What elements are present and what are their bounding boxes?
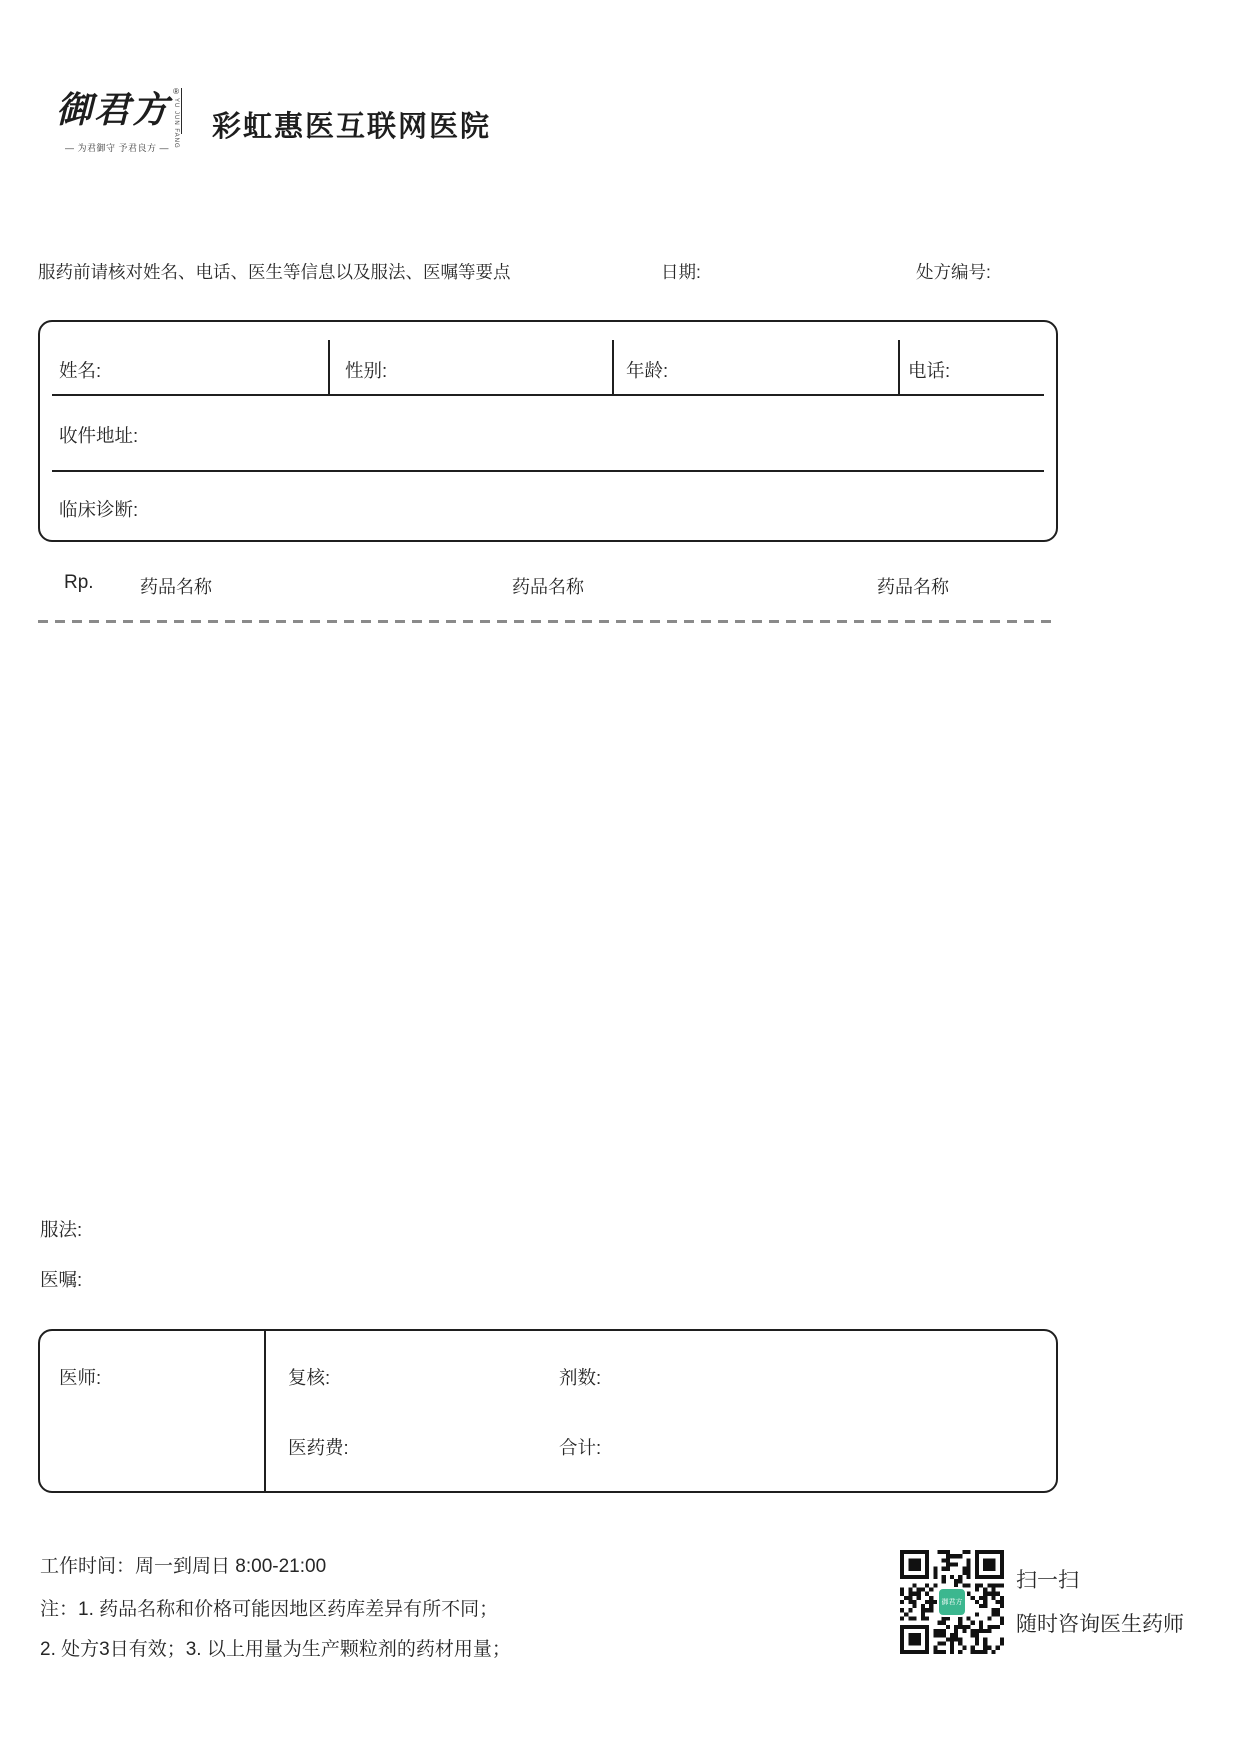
drug-name-column-header: 药品名称 [512,577,584,597]
doctor-label: 医师: [59,1367,102,1388]
patient-name-label: 姓名: [59,360,102,381]
patient-gender-label: 性别: [345,360,388,381]
prescription-number-label: 处方编号: [916,262,991,282]
qr-center-logo: 御君方 [937,1587,967,1617]
doctor-advice-label: 医嘱: [40,1269,83,1290]
dose-count-label: 剂数: [559,1367,602,1388]
drug-name-column-header: 药品名称 [140,577,212,597]
review-label: 复核: [288,1367,331,1388]
row-divider [52,394,1044,396]
cell-divider [264,1331,266,1491]
work-hours-text: 工作时间：周一到周日 8:00-21:00 [40,1556,327,1577]
note-line-1: 注：1. 药品名称和价格可能因地区药库差异有所不同； [40,1599,499,1620]
patient-info-box [38,320,1058,542]
brand-logo-name: 御君方 [56,89,171,131]
row-divider [52,470,1044,472]
brand-logo-vertical-text: YU JUN FANG [173,98,180,149]
brand-logo-side [173,87,182,149]
qr-caption-scan: 扫一扫 [1016,1569,1079,1592]
summary-box [38,1329,1058,1493]
date-label: 日期: [661,262,701,282]
registered-trademark-icon: ® [173,87,179,96]
clinical-diagnosis-label: 临床诊断: [59,499,139,520]
qr-code [900,1550,1004,1654]
cell-divider [898,340,900,396]
rp-label: Rp. [64,572,94,593]
qr-caption-consult: 随时咨询医生药师 [1016,1613,1184,1636]
note-line-2: 2. 处方3日有效；3. 以上用量为生产颗粒剂的药材用量； [40,1639,511,1660]
patient-phone-label: 电话: [908,360,951,381]
cell-divider [328,340,330,396]
usage-method-label: 服法: [40,1219,83,1240]
drug-name-column-header: 药品名称 [877,577,949,597]
cell-divider [612,340,614,396]
dashed-separator [38,620,1058,623]
patient-age-label: 年龄: [626,360,669,381]
medicine-fee-label: 医药费: [288,1437,349,1458]
shipping-address-label: 收件地址: [59,425,139,446]
brand-tagline: — 为君御守 予君良方 — [64,143,169,153]
verification-notice: 服药前请核对姓名、电话、医生等信息以及服法、医嘱等要点 [38,262,511,282]
hospital-title: 彩虹惠医互联网医院 [212,111,492,143]
brand-logo [56,88,182,154]
total-label: 合计: [559,1437,602,1458]
